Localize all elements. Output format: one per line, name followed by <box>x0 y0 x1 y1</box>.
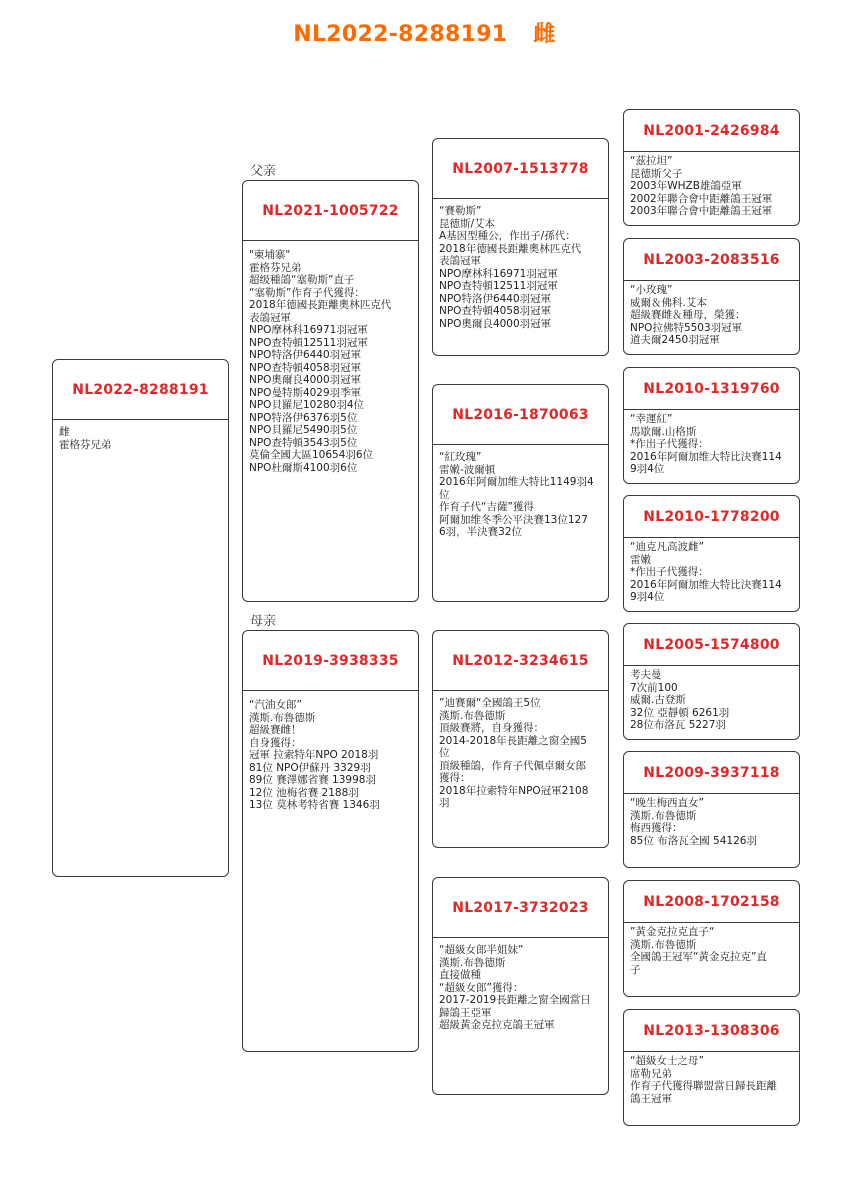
grandsire-paternal-card <box>432 138 609 356</box>
subject-details: 雌 霍格芬兄弟 <box>59 426 112 451</box>
great-grandparent-ring-1: NL2001-2426984 <box>624 110 799 152</box>
great-grandparent-ring-5: NL2005-1574800 <box>624 624 799 666</box>
title-ring: NL2022-8288191 <box>293 22 508 47</box>
grandsire-paternal-details: “賽勒斯” 昆德斯/艾本 A基因型種公，作出子/孫代： 2018年德國長距離奧林匹克代 表鴿冠軍 NPO摩林科16971羽冠軍 NPO查特頓12511羽冠軍 NPO特洛伊6440羽冠軍 NPO查特頓4058羽冠軍 NPO奧爾良4000羽冠軍 <box>439 205 582 330</box>
great-grandparent-details-3: “幸運紅” 馬歇爾.山格斯 *作出子代獲得： 2016年阿爾加维大特比決賽114 9羽4位 <box>630 413 782 475</box>
dam-ring: NL2019-3938335 <box>243 631 418 691</box>
subject-ring: NL2022-8288191 <box>53 360 228 420</box>
great-grandparent-card-8 <box>623 1009 800 1126</box>
granddam-paternal-ring: NL2016-1870063 <box>433 385 608 445</box>
great-grandparent-details-7: ”黃金克拉克直子“ 漢斯.布魯德斯 全國鴿王冠军“黃金克拉克”直 子 <box>630 926 767 976</box>
great-grandparent-card-7 <box>623 880 800 997</box>
great-grandparent-ring-6: NL2009-3937118 <box>624 752 799 794</box>
great-grandparent-details-4: “迪克凡高波雌” 雷嫩 *作出子代獲得： 2016年阿爾加维大特比決賽114 9羽4位 <box>630 541 782 603</box>
dam-card <box>242 630 419 1052</box>
great-grandparent-card-5 <box>623 623 800 740</box>
great-grandparent-ring-8: NL2013-1308306 <box>624 1010 799 1052</box>
sire-details: "柬埔寨" 霍格芬兄弟 超级種鴿“塞勒斯”直子 “塞勒斯”作育子代獲得： 2018年德國長距離奧林匹克代 表鴿冠軍 NPO摩林科16971羽冠軍 NPO查特頓12511羽冠軍 NPO特洛伊6440羽冠軍 NPO查特頓4058羽冠軍 NPO奧爾良4000羽冠軍 NPO曼特斯4029羽季軍 NPO貝羅尼10280羽4位 NPO特洛伊6376羽5位 NPO貝羅尼5490羽5位 NPO查特頓3543羽5位 莫倫全國大區10654羽6位 NPO杜爾斯4100羽6位 <box>249 249 392 474</box>
dam-details: “汽油女郎” 漢斯.布魯德斯 超級賽雌！ 自身獲得： 冠軍 拉索特年NPO 2018羽 81位 NPO伊蘇丹 3329羽 89位 賽澤娜省賽 13998羽 12位 池梅省賽 2188羽 13位 莫林考特省賽 1346羽 <box>249 699 380 811</box>
great-grandparent-details-5: 考夫曼 7次前100 威爾.古登斯 32位 亞靜頓 6261羽 28位布洛瓦 5227羽 <box>630 669 730 731</box>
grandsire-maternal-ring: NL2012-3234615 <box>433 631 608 691</box>
granddam-maternal-card <box>432 877 609 1095</box>
great-grandparent-details-1: “茲拉坦” 昆德斯父子 2003年WHZB雄鴿亞軍 2002年聯合會中距離鴿王冠軍 2003年聯合會中距離鴿王冠軍 <box>630 155 773 217</box>
great-grandparent-ring-7: NL2008-1702158 <box>624 881 799 923</box>
page-title <box>0 17 849 48</box>
title-sex: 雌 <box>533 22 556 47</box>
grandsire-maternal-card <box>432 630 609 848</box>
great-grandparent-card-1 <box>623 109 800 226</box>
great-grandparent-ring-2: NL2003-2083516 <box>624 239 799 281</box>
great-grandparent-card-6 <box>623 751 800 868</box>
grandsire-maternal-details: ”迪賽爾“全國鴿王5位 漢斯.布魯德斯 頂級賽將，自身獲得： 2014-2018年長距離之窗全國5 位 頂級種鴿，作育子代佩卓爾女郎 獲得： 2018年拉索特年NPO冠軍2108 羽 <box>439 697 589 809</box>
great-grandparent-details-8: “超級女士之母” 席勒兄弟 作育子代獲得聯盟當日歸長距離 鴿王冠軍 <box>630 1055 777 1105</box>
sire-card <box>242 180 419 602</box>
great-grandparent-details-2: “小玫瑰” 威爾＆佛科.艾本 超級賽雌＆種母，榮獲： NPO拉佛特5503羽冠軍 道夫爾2450羽冠軍 <box>630 284 746 346</box>
granddam-paternal-card <box>432 384 609 602</box>
great-grandparent-ring-3: NL2010-1319760 <box>624 368 799 410</box>
great-grandparent-details-6: “晚生梅西直女” 漢斯.布魯德斯 梅西獲得： 85位 布洛瓦全國 54126羽 <box>630 797 757 847</box>
grandsire-paternal-ring: NL2007-1513778 <box>433 139 608 199</box>
sire-label: 父亲 <box>250 164 277 179</box>
great-grandparent-ring-4: NL2010-1778200 <box>624 496 799 538</box>
subject-card <box>52 359 229 877</box>
great-grandparent-card-4 <box>623 495 800 612</box>
granddam-maternal-details: “超級女郎半姐妹” 漢斯.布魯德斯 直接做種 “超級女郎”獲得： 2017-2019長距離之窗全國當日 歸鴿王亞軍 超級黃金克拉克鴿王冠軍 <box>439 944 591 1031</box>
granddam-paternal-details: “紅玫瑰” 雷嫩-波爾頓 2016年阿爾加维大特比1149羽4 位 作育子代“吉薩”獲得 阿爾加维冬季公平決賽13位127 6羽，半決賽32位 <box>439 451 594 538</box>
granddam-maternal-ring: NL2017-3732023 <box>433 878 608 938</box>
sire-ring: NL2021-1005722 <box>243 181 418 241</box>
great-grandparent-card-3 <box>623 367 800 484</box>
great-grandparent-card-2 <box>623 238 800 355</box>
dam-label: 母亲 <box>250 614 277 629</box>
